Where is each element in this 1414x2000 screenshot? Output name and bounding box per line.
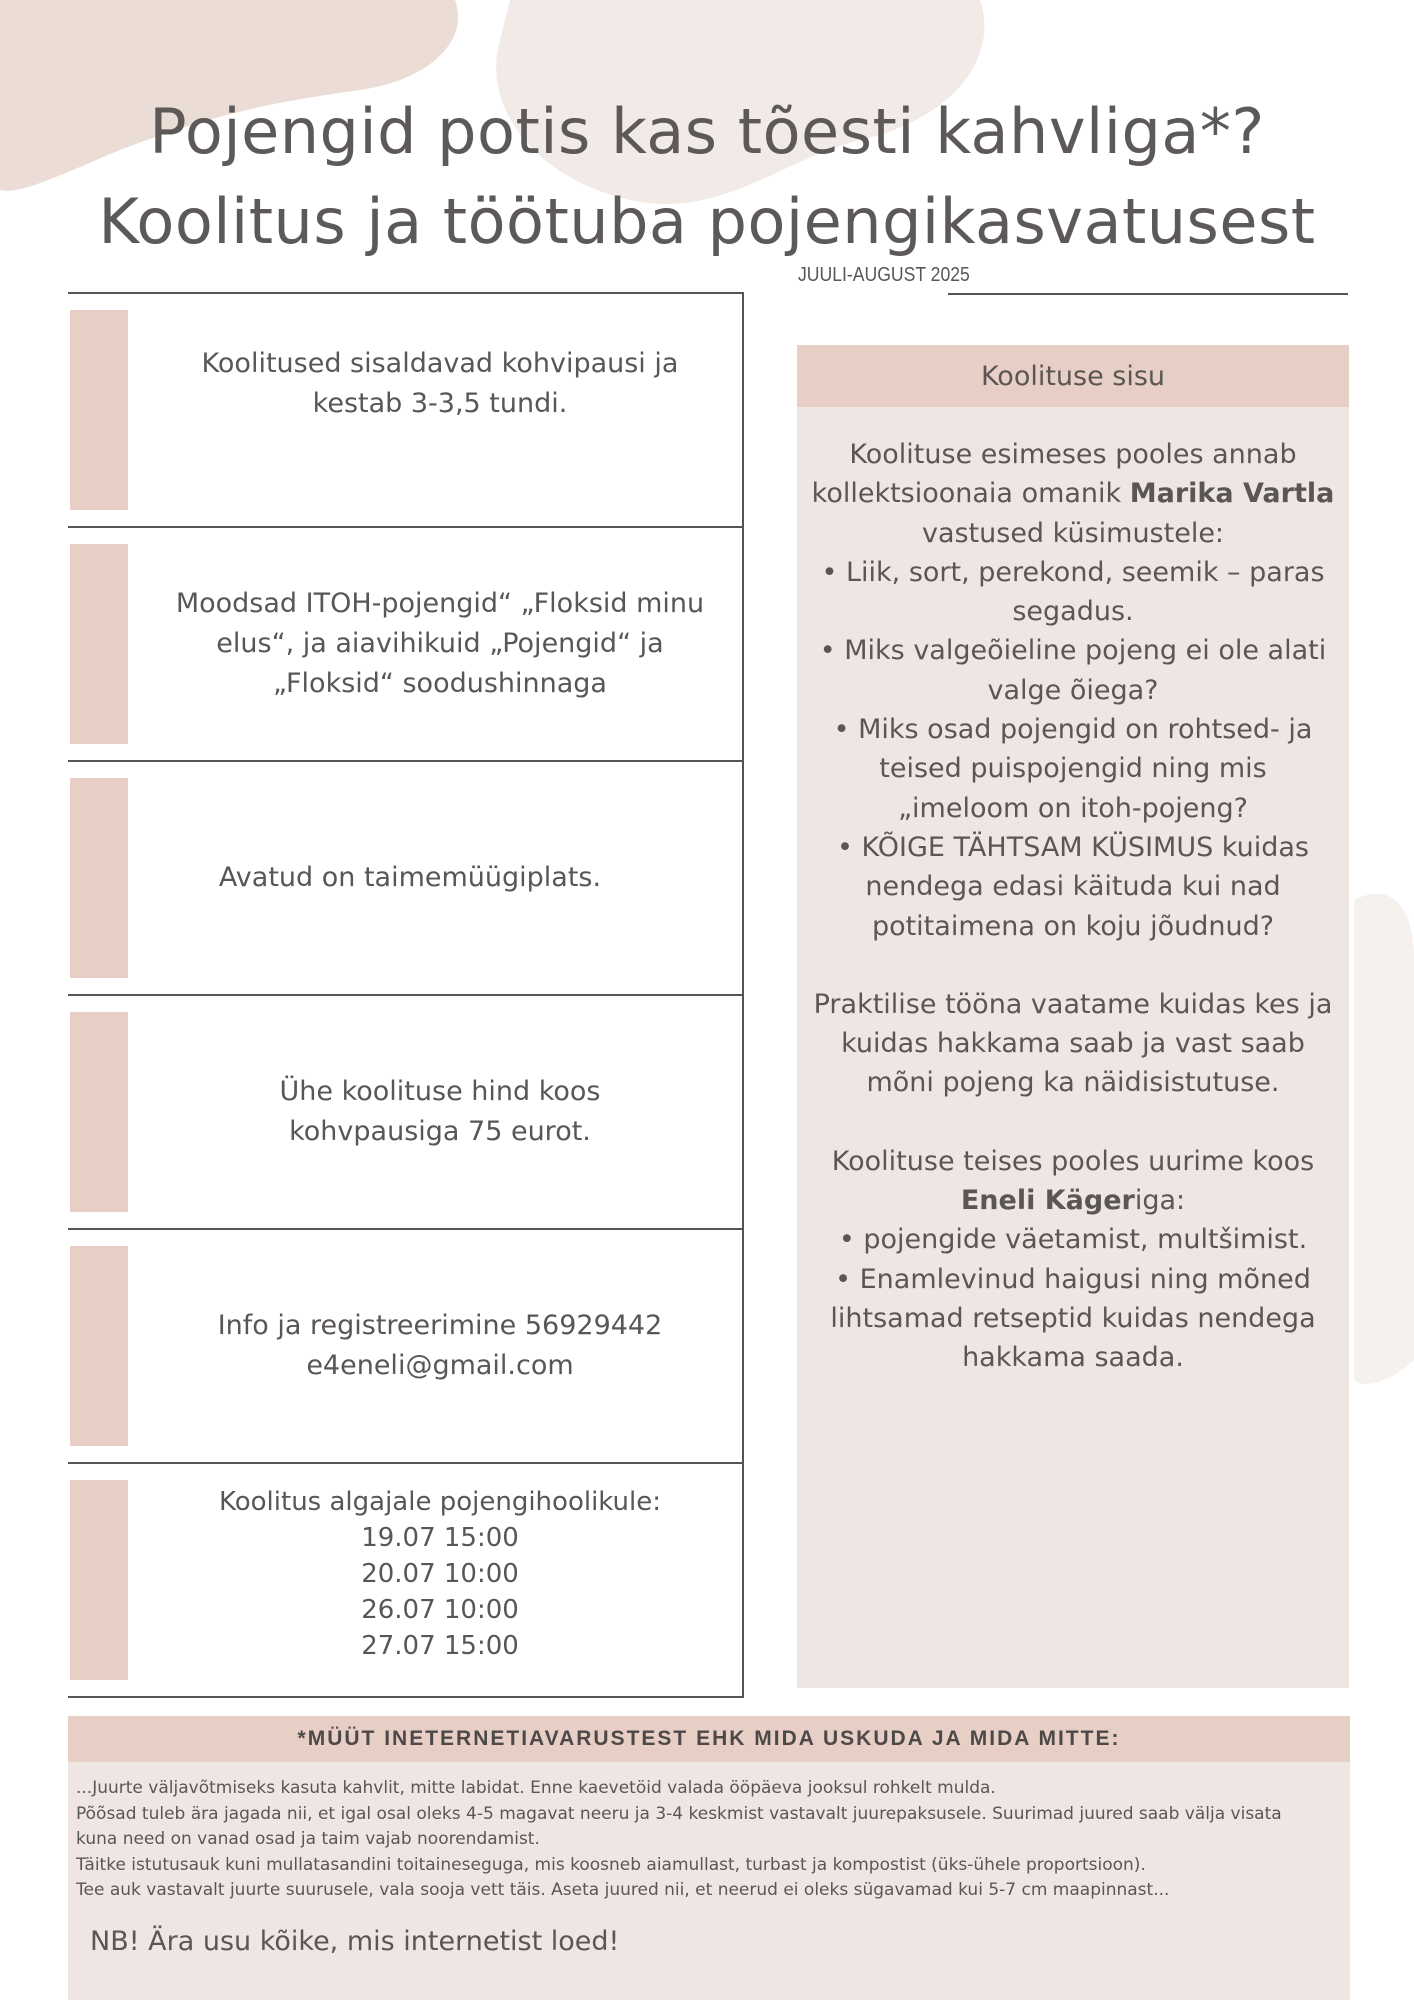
info-text-price: Ühe koolituse hind koos kohvpausiga 75 eurot. — [279, 1076, 601, 1147]
info-row-plant-market — [68, 760, 744, 994]
row-accent-bar — [70, 1480, 128, 1680]
info-row-schedule — [68, 1462, 744, 1698]
speaker-name-1: Marika Vartla — [1129, 478, 1335, 510]
info-row-registration — [68, 1228, 744, 1462]
bullet-item: • KÕIGE TÄHTSAM KÜSIMUS kuidas nendega edasi käituda kui nad potitaimena on koju jõudnud? — [837, 831, 1309, 942]
schedule-date: 26.07 10:00 — [361, 1595, 519, 1625]
intro-paragraph — [811, 435, 1335, 553]
myth-line: ...Juurte väljavõtmiseks kasuta kahvlit, mitte labidat. Enne kaevetöid valada ööpäeva jooksul rohkelt mulda. — [76, 1778, 996, 1798]
info-row-books — [68, 526, 744, 760]
content-panel-body — [797, 407, 1349, 1378]
myth-heading: *MÜÜT INETERNETIAVARUSTEST EHK MIDA USKUDA JA MIDA MITTE: — [68, 1716, 1350, 1762]
intro-text-end: vastused küsimustele: — [921, 517, 1225, 549]
schedule-list — [158, 1464, 722, 1696]
speaker-name-2: Eneli Käger — [960, 1185, 1135, 1217]
info-text-registration: Info ja registreerimine 56929442 e4eneli@gmail.com — [217, 1310, 663, 1381]
myth-warning-note: NB! Ära usu kõike, mis internetist loed! — [90, 1926, 620, 1957]
row-accent-bar — [70, 310, 128, 510]
second-text: Koolituse teises pooles uurime koos — [831, 1145, 1315, 1177]
second-half-paragraph — [811, 1142, 1335, 1221]
info-text-plant-market: Avatud on taimemüügiplats. — [218, 862, 602, 893]
bullet-item: • pojengide väetamist, multšimist. — [838, 1224, 1308, 1256]
row-accent-bar — [70, 544, 128, 744]
intro-text: Koolituse esimeses pooles annab kollektsioonaia omanik — [811, 439, 1297, 510]
bullet-item: • Miks valgeõieline pojeng ei ole alati valge õiega? — [819, 635, 1327, 706]
row-accent-bar — [70, 778, 128, 978]
schedule-date: 27.07 15:00 — [361, 1631, 519, 1661]
myth-line: kuna need on vanad osad ja taim vajab noorendamist. — [76, 1829, 540, 1849]
bullet-item: • Liik, sort, perekond, seemik – paras segadus. — [821, 556, 1325, 628]
myth-line: Täitke istutusauk kuni mullatasandini toitaineseguga, mis koosneb aiamullast, turbast ja kompostist (üks-ühele proportsioon). — [76, 1854, 1146, 1875]
myth-section — [68, 1716, 1350, 2000]
myth-body — [68, 1762, 1350, 1904]
title-line-1: Pojengid potis kas tõesti kahvliga*? — [149, 95, 1265, 168]
second-text-end: iga: — [1134, 1185, 1186, 1217]
content-panel-heading: Koolituse sisu — [797, 345, 1349, 407]
practical-paragraph: Praktilise tööna vaatame kuidas kes ja kuidas hakkama saab ja vast saab mõni pojeng ka näidisistutuse. — [813, 988, 1333, 1099]
schedule-date: 19.07 15:00 — [361, 1523, 519, 1553]
row-accent-bar — [70, 1012, 128, 1212]
info-row-price — [68, 994, 744, 1228]
bullet-item: • Enamlevinud haigusi ning mõned lihtsamad retseptid kuidas nendega hakkama saada. — [830, 1263, 1316, 1374]
date-divider — [948, 293, 1348, 295]
content-panel — [797, 345, 1349, 1688]
decorative-blob-right — [1354, 880, 1414, 1400]
myth-line: Põõsad tuleb ära jagada nii, et igal osal oleks 4-5 magavat neeru ja 3-4 keskmist vastavalt juurepaksusele. Suurimad juured saab välja visata — [76, 1803, 1282, 1824]
info-text-books: Moodsad ITOH-pojengid“ „Floksid minu elus“, ja aiavihikuid „Pojengid“ ja „Floksid“ soodushinnaga — [175, 588, 705, 699]
info-column — [68, 292, 744, 1698]
myth-line: Tee auk vastavalt juurte suurusele, vala sooja vett täis. Aseta juured nii, et neerud ei oleks sügavamad kui 5-7 cm maapinnast... — [76, 1880, 1170, 1900]
bullet-item: • Miks osad pojengid on rohtsed- ja teised puispojengid ning mis „imeloom on itoh-pojeng? — [833, 714, 1313, 824]
schedule-date: 20.07 10:00 — [361, 1559, 519, 1589]
row-accent-bar — [70, 1246, 128, 1446]
event-date: JUULI-AUGUST 2025 — [798, 264, 970, 286]
info-row-duration — [68, 292, 744, 526]
schedule-heading: Koolitus algajale pojengihoolikule: — [218, 1487, 662, 1517]
title-line-2: Koolitus ja töötuba pojengikasvatusest — [98, 185, 1316, 258]
info-text-duration: Koolitused sisaldavad kohvipausi ja kestab 3-3,5 tundi. — [201, 348, 679, 419]
